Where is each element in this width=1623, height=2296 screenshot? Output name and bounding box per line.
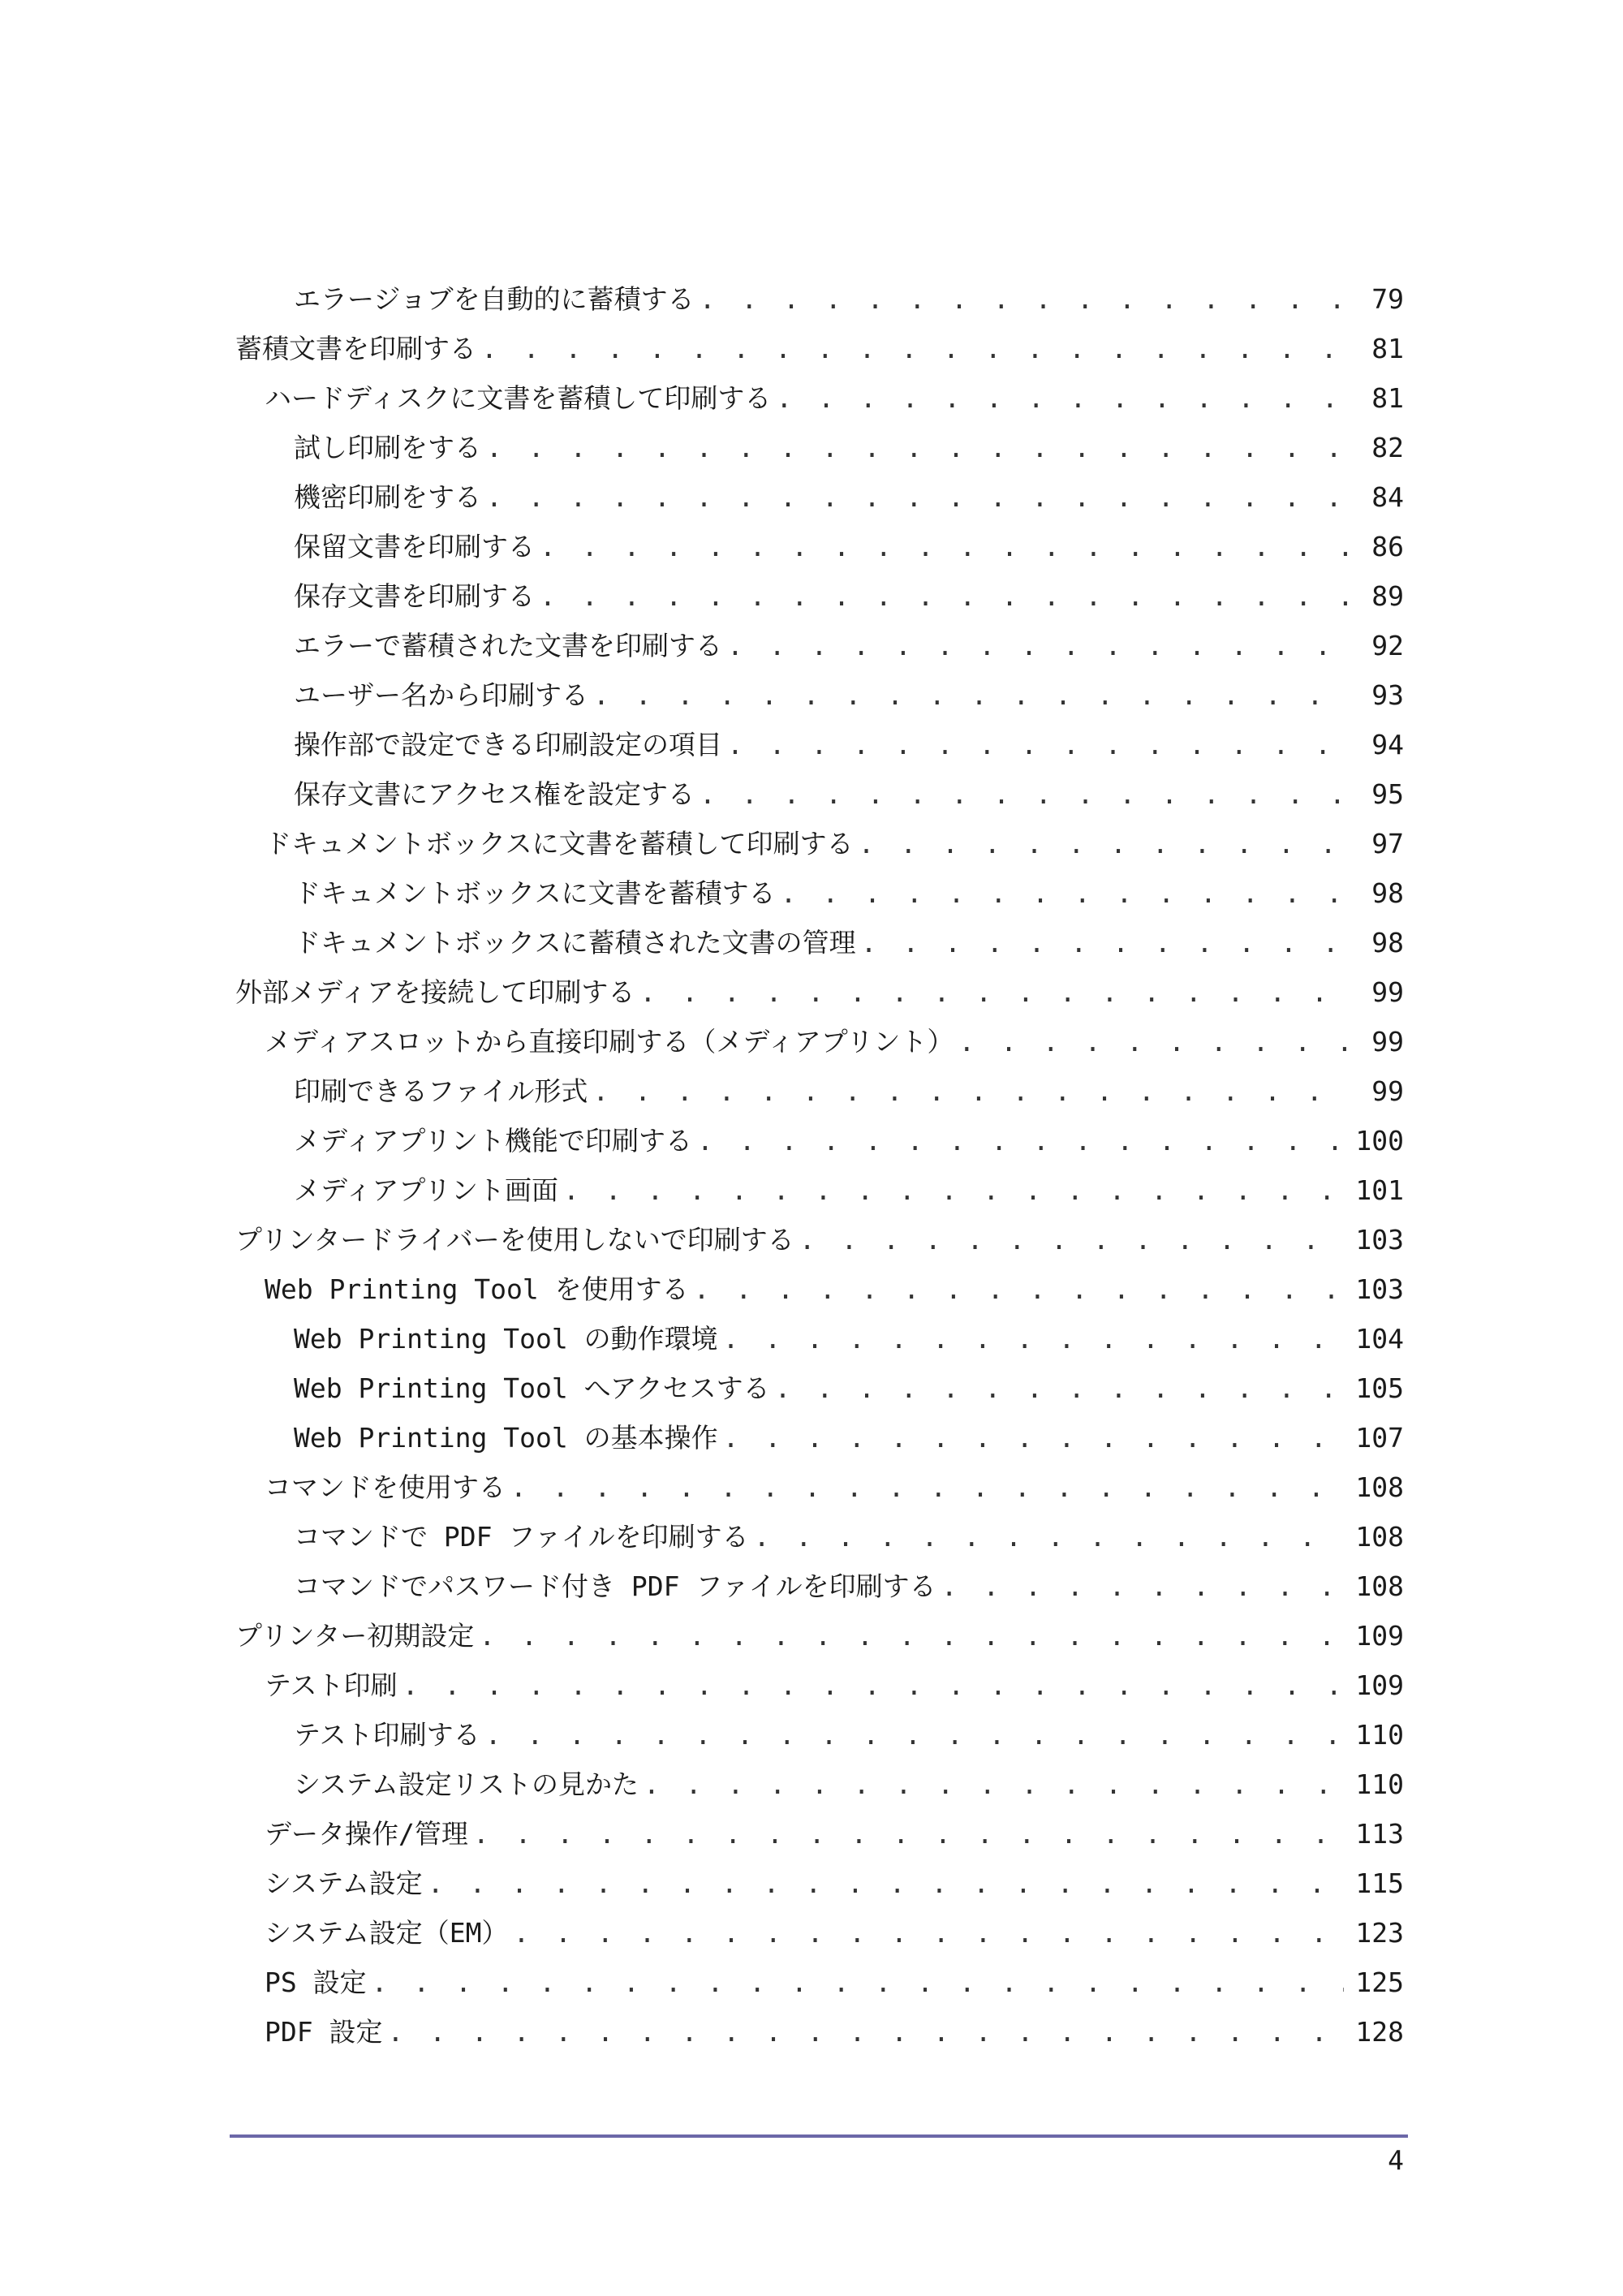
toc-dot-leader bbox=[473, 1809, 1345, 1859]
toc-dot-leader bbox=[859, 819, 1347, 868]
toc-entry-page: 81 bbox=[1371, 333, 1404, 364]
toc-entry[interactable] bbox=[235, 1314, 1404, 1363]
toc-entry-page: 115 bbox=[1355, 1867, 1404, 1899]
toc-dot-leader bbox=[403, 1661, 1345, 1710]
toc-dot-leader bbox=[485, 1710, 1345, 1760]
toc-entry[interactable] bbox=[235, 1215, 1404, 1264]
toc-dot-leader bbox=[694, 1264, 1345, 1314]
toc-dot-leader bbox=[700, 274, 1347, 324]
toc-entry-title: プリンタードライバーを使用しないで印刷する bbox=[235, 1224, 794, 1256]
toc-entry-page: 108 bbox=[1355, 1521, 1404, 1553]
toc-entry-page: 108 bbox=[1355, 1570, 1404, 1602]
toc-entry-title: 蓄積文書を印刷する bbox=[235, 333, 476, 364]
toc-entry[interactable] bbox=[235, 819, 1404, 868]
toc-entry-title: ドキュメントボックスに蓄積された文書の管理 bbox=[294, 927, 856, 958]
toc-dot-leader bbox=[563, 1165, 1344, 1215]
toc-dot-leader bbox=[727, 720, 1347, 769]
toc-dot-leader bbox=[486, 472, 1347, 522]
toc-entry[interactable] bbox=[235, 1661, 1404, 1710]
toc-entry[interactable] bbox=[235, 1760, 1404, 1809]
toc-dot-leader bbox=[513, 1908, 1344, 1958]
toc-dot-leader bbox=[593, 670, 1347, 720]
toc-entry-page: 103 bbox=[1355, 1224, 1404, 1256]
toc-entry[interactable] bbox=[235, 1165, 1404, 1215]
toc-entry-title: コマンドでパスワード付き PDF ファイルを印刷する bbox=[294, 1570, 936, 1602]
toc-dot-leader bbox=[700, 769, 1347, 819]
toc-entry[interactable] bbox=[235, 1512, 1404, 1562]
table-of-contents bbox=[235, 274, 1404, 2057]
toc-entry[interactable] bbox=[235, 1264, 1404, 1314]
toc-entry-title: 保存文書を印刷する bbox=[294, 580, 535, 612]
toc-entry-page: 128 bbox=[1355, 2016, 1404, 2048]
toc-entry-page: 98 bbox=[1371, 927, 1404, 958]
toc-entry-title: メディアプリント画面 bbox=[294, 1174, 559, 1206]
toc-entry[interactable] bbox=[235, 1908, 1404, 1958]
toc-entry[interactable] bbox=[235, 670, 1404, 720]
toc-entry-title: 外部メディアを接続して印刷する bbox=[235, 976, 635, 1008]
toc-entry-title: Web Printing Tool の動作環境 bbox=[294, 1323, 718, 1355]
toc-entry-page: 123 bbox=[1355, 1917, 1404, 1949]
toc-entry-page: 108 bbox=[1355, 1471, 1404, 1503]
toc-entry-title: Web Printing Tool の基本操作 bbox=[294, 1422, 718, 1454]
toc-dot-leader bbox=[639, 967, 1347, 1017]
toc-entry[interactable] bbox=[235, 1611, 1404, 1661]
toc-entry[interactable] bbox=[235, 1066, 1404, 1116]
toc-dot-leader bbox=[781, 868, 1347, 918]
toc-entry[interactable] bbox=[235, 621, 1404, 670]
toc-dot-leader bbox=[754, 1512, 1345, 1562]
toc-entry[interactable] bbox=[235, 769, 1404, 819]
toc-entry-title: Web Printing Tool へアクセスする bbox=[294, 1372, 770, 1404]
toc-entry-page: 97 bbox=[1371, 828, 1404, 859]
toc-entry[interactable] bbox=[235, 1462, 1404, 1512]
toc-entry[interactable] bbox=[235, 868, 1404, 918]
toc-entry-page: 103 bbox=[1355, 1273, 1404, 1305]
toc-entry-title: プリンター初期設定 bbox=[235, 1620, 475, 1652]
toc-dot-leader bbox=[727, 621, 1347, 670]
toc-entry-page: 107 bbox=[1355, 1422, 1404, 1454]
toc-entry-title: データ操作/管理 bbox=[265, 1818, 468, 1850]
toc-entry-page: 98 bbox=[1371, 877, 1404, 909]
toc-entry-title: ハードディスクに文書を蓄積して印刷する bbox=[265, 382, 772, 414]
toc-entry-title: テスト印刷する bbox=[294, 1719, 480, 1751]
toc-entry-page: 89 bbox=[1371, 580, 1404, 612]
toc-entry-title: コマンドで PDF ファイルを印刷する bbox=[294, 1521, 749, 1553]
toc-entry-title: ドキュメントボックスに文書を蓄積して印刷する bbox=[265, 828, 854, 859]
toc-dot-leader bbox=[372, 1958, 1345, 2007]
toc-entry-page: 95 bbox=[1371, 778, 1404, 810]
toc-entry-title: ユーザー名から印刷する bbox=[294, 679, 588, 711]
toc-entry[interactable] bbox=[235, 1710, 1404, 1760]
toc-entry-page: 99 bbox=[1371, 1026, 1404, 1058]
toc-entry[interactable] bbox=[235, 1562, 1404, 1611]
toc-entry[interactable] bbox=[235, 720, 1404, 769]
toc-entry-page: 84 bbox=[1371, 481, 1404, 513]
toc-entry[interactable] bbox=[235, 571, 1404, 621]
toc-entry-page: 82 bbox=[1371, 432, 1404, 463]
toc-dot-leader bbox=[510, 1462, 1344, 1512]
toc-entry-title: PS 設定 bbox=[265, 1966, 367, 1998]
toc-entry-page: 81 bbox=[1371, 382, 1404, 414]
toc-entry[interactable] bbox=[235, 324, 1404, 373]
toc-entry-page: 99 bbox=[1371, 976, 1404, 1008]
toc-entry-title: 試し印刷をする bbox=[294, 432, 481, 463]
toc-entry-page: 105 bbox=[1355, 1372, 1404, 1404]
toc-entry[interactable] bbox=[235, 1859, 1404, 1908]
toc-entry-page: 86 bbox=[1371, 531, 1404, 562]
toc-entry[interactable] bbox=[235, 967, 1404, 1017]
toc-entry-title: エラージョブを自動的に蓄積する bbox=[294, 283, 695, 315]
toc-entry-page: 109 bbox=[1355, 1620, 1404, 1652]
toc-entry[interactable] bbox=[235, 1116, 1404, 1165]
toc-entry-title: 保留文書を印刷する bbox=[294, 531, 535, 562]
toc-dot-leader bbox=[540, 522, 1347, 571]
toc-entry-title: テスト印刷 bbox=[265, 1669, 398, 1701]
toc-dot-leader bbox=[697, 1116, 1344, 1165]
toc-dot-leader bbox=[941, 1562, 1345, 1611]
toc-dot-leader bbox=[776, 373, 1347, 423]
toc-entry-page: 110 bbox=[1355, 1719, 1404, 1751]
toc-entry-title: ドキュメントボックスに文書を蓄積する bbox=[294, 877, 776, 909]
toc-entry-title: システム設定（EM） bbox=[265, 1917, 509, 1949]
toc-entry-page: 104 bbox=[1355, 1323, 1404, 1355]
toc-entry-page: 109 bbox=[1355, 1669, 1404, 1701]
toc-entry[interactable] bbox=[235, 2007, 1404, 2057]
toc-dot-leader bbox=[387, 2007, 1344, 2057]
toc-entry-page: 113 bbox=[1355, 1818, 1404, 1850]
toc-dot-leader bbox=[486, 423, 1347, 472]
toc-dot-leader bbox=[479, 1611, 1344, 1661]
toc-dot-leader bbox=[481, 324, 1347, 373]
toc-entry-page: 92 bbox=[1371, 630, 1404, 661]
toc-dot-leader bbox=[861, 918, 1347, 967]
toc-entry[interactable] bbox=[235, 373, 1404, 423]
toc-entry[interactable] bbox=[235, 522, 1404, 571]
toc-dot-leader bbox=[540, 571, 1347, 621]
toc-dot-leader bbox=[428, 1859, 1345, 1908]
toc-dot-leader bbox=[723, 1413, 1345, 1462]
toc-entry-title: システム設定 bbox=[265, 1867, 423, 1899]
toc-dot-leader bbox=[775, 1363, 1345, 1413]
footer-divider bbox=[230, 2134, 1408, 2138]
toc-entry[interactable] bbox=[235, 1017, 1404, 1066]
toc-entry[interactable] bbox=[235, 472, 1404, 522]
toc-entry-title: メディアスロットから直接印刷する（メディアプリント） bbox=[265, 1026, 954, 1058]
toc-entry-page: 99 bbox=[1371, 1075, 1404, 1107]
toc-entry-title: 機密印刷をする bbox=[294, 481, 481, 513]
toc-entry-page: 125 bbox=[1355, 1966, 1404, 1998]
toc-entry[interactable] bbox=[235, 1413, 1404, 1462]
toc-entry-title: 操作部で設定できる印刷設定の項目 bbox=[294, 729, 722, 760]
toc-entry-title: コマンドを使用する bbox=[265, 1471, 506, 1503]
toc-entry-page: 110 bbox=[1355, 1768, 1404, 1800]
toc-entry-title: エラーで蓄積された文書を印刷する bbox=[294, 630, 722, 661]
toc-dot-leader bbox=[644, 1760, 1344, 1809]
toc-entry-page: 94 bbox=[1371, 729, 1404, 760]
toc-dot-leader bbox=[799, 1215, 1345, 1264]
toc-entry[interactable] bbox=[235, 1363, 1404, 1413]
toc-entry-title: 保存文書にアクセス権を設定する bbox=[294, 778, 695, 810]
toc-entry-page: 93 bbox=[1371, 679, 1404, 711]
toc-entry-title: PDF 設定 bbox=[265, 2016, 383, 2048]
toc-entry[interactable] bbox=[235, 918, 1404, 967]
toc-entry-page: 79 bbox=[1371, 283, 1404, 315]
toc-entry-title: 印刷できるファイル形式 bbox=[294, 1075, 588, 1107]
toc-entry-title: システム設定リストの見かた bbox=[294, 1768, 639, 1800]
toc-dot-leader bbox=[958, 1017, 1347, 1066]
toc-entry-page: 100 bbox=[1355, 1125, 1404, 1157]
toc-entry[interactable] bbox=[235, 1809, 1404, 1859]
toc-entry[interactable] bbox=[235, 1958, 1404, 2007]
toc-entry-page: 101 bbox=[1355, 1174, 1404, 1206]
toc-dot-leader bbox=[592, 1066, 1347, 1116]
toc-dot-leader bbox=[723, 1314, 1345, 1363]
toc-entry[interactable] bbox=[235, 423, 1404, 472]
toc-entry-title: メディアプリント機能で印刷する bbox=[294, 1125, 693, 1157]
page-number: 4 bbox=[1388, 2144, 1404, 2176]
toc-entry-title: Web Printing Tool を使用する bbox=[265, 1273, 689, 1305]
toc-entry[interactable] bbox=[235, 274, 1404, 324]
